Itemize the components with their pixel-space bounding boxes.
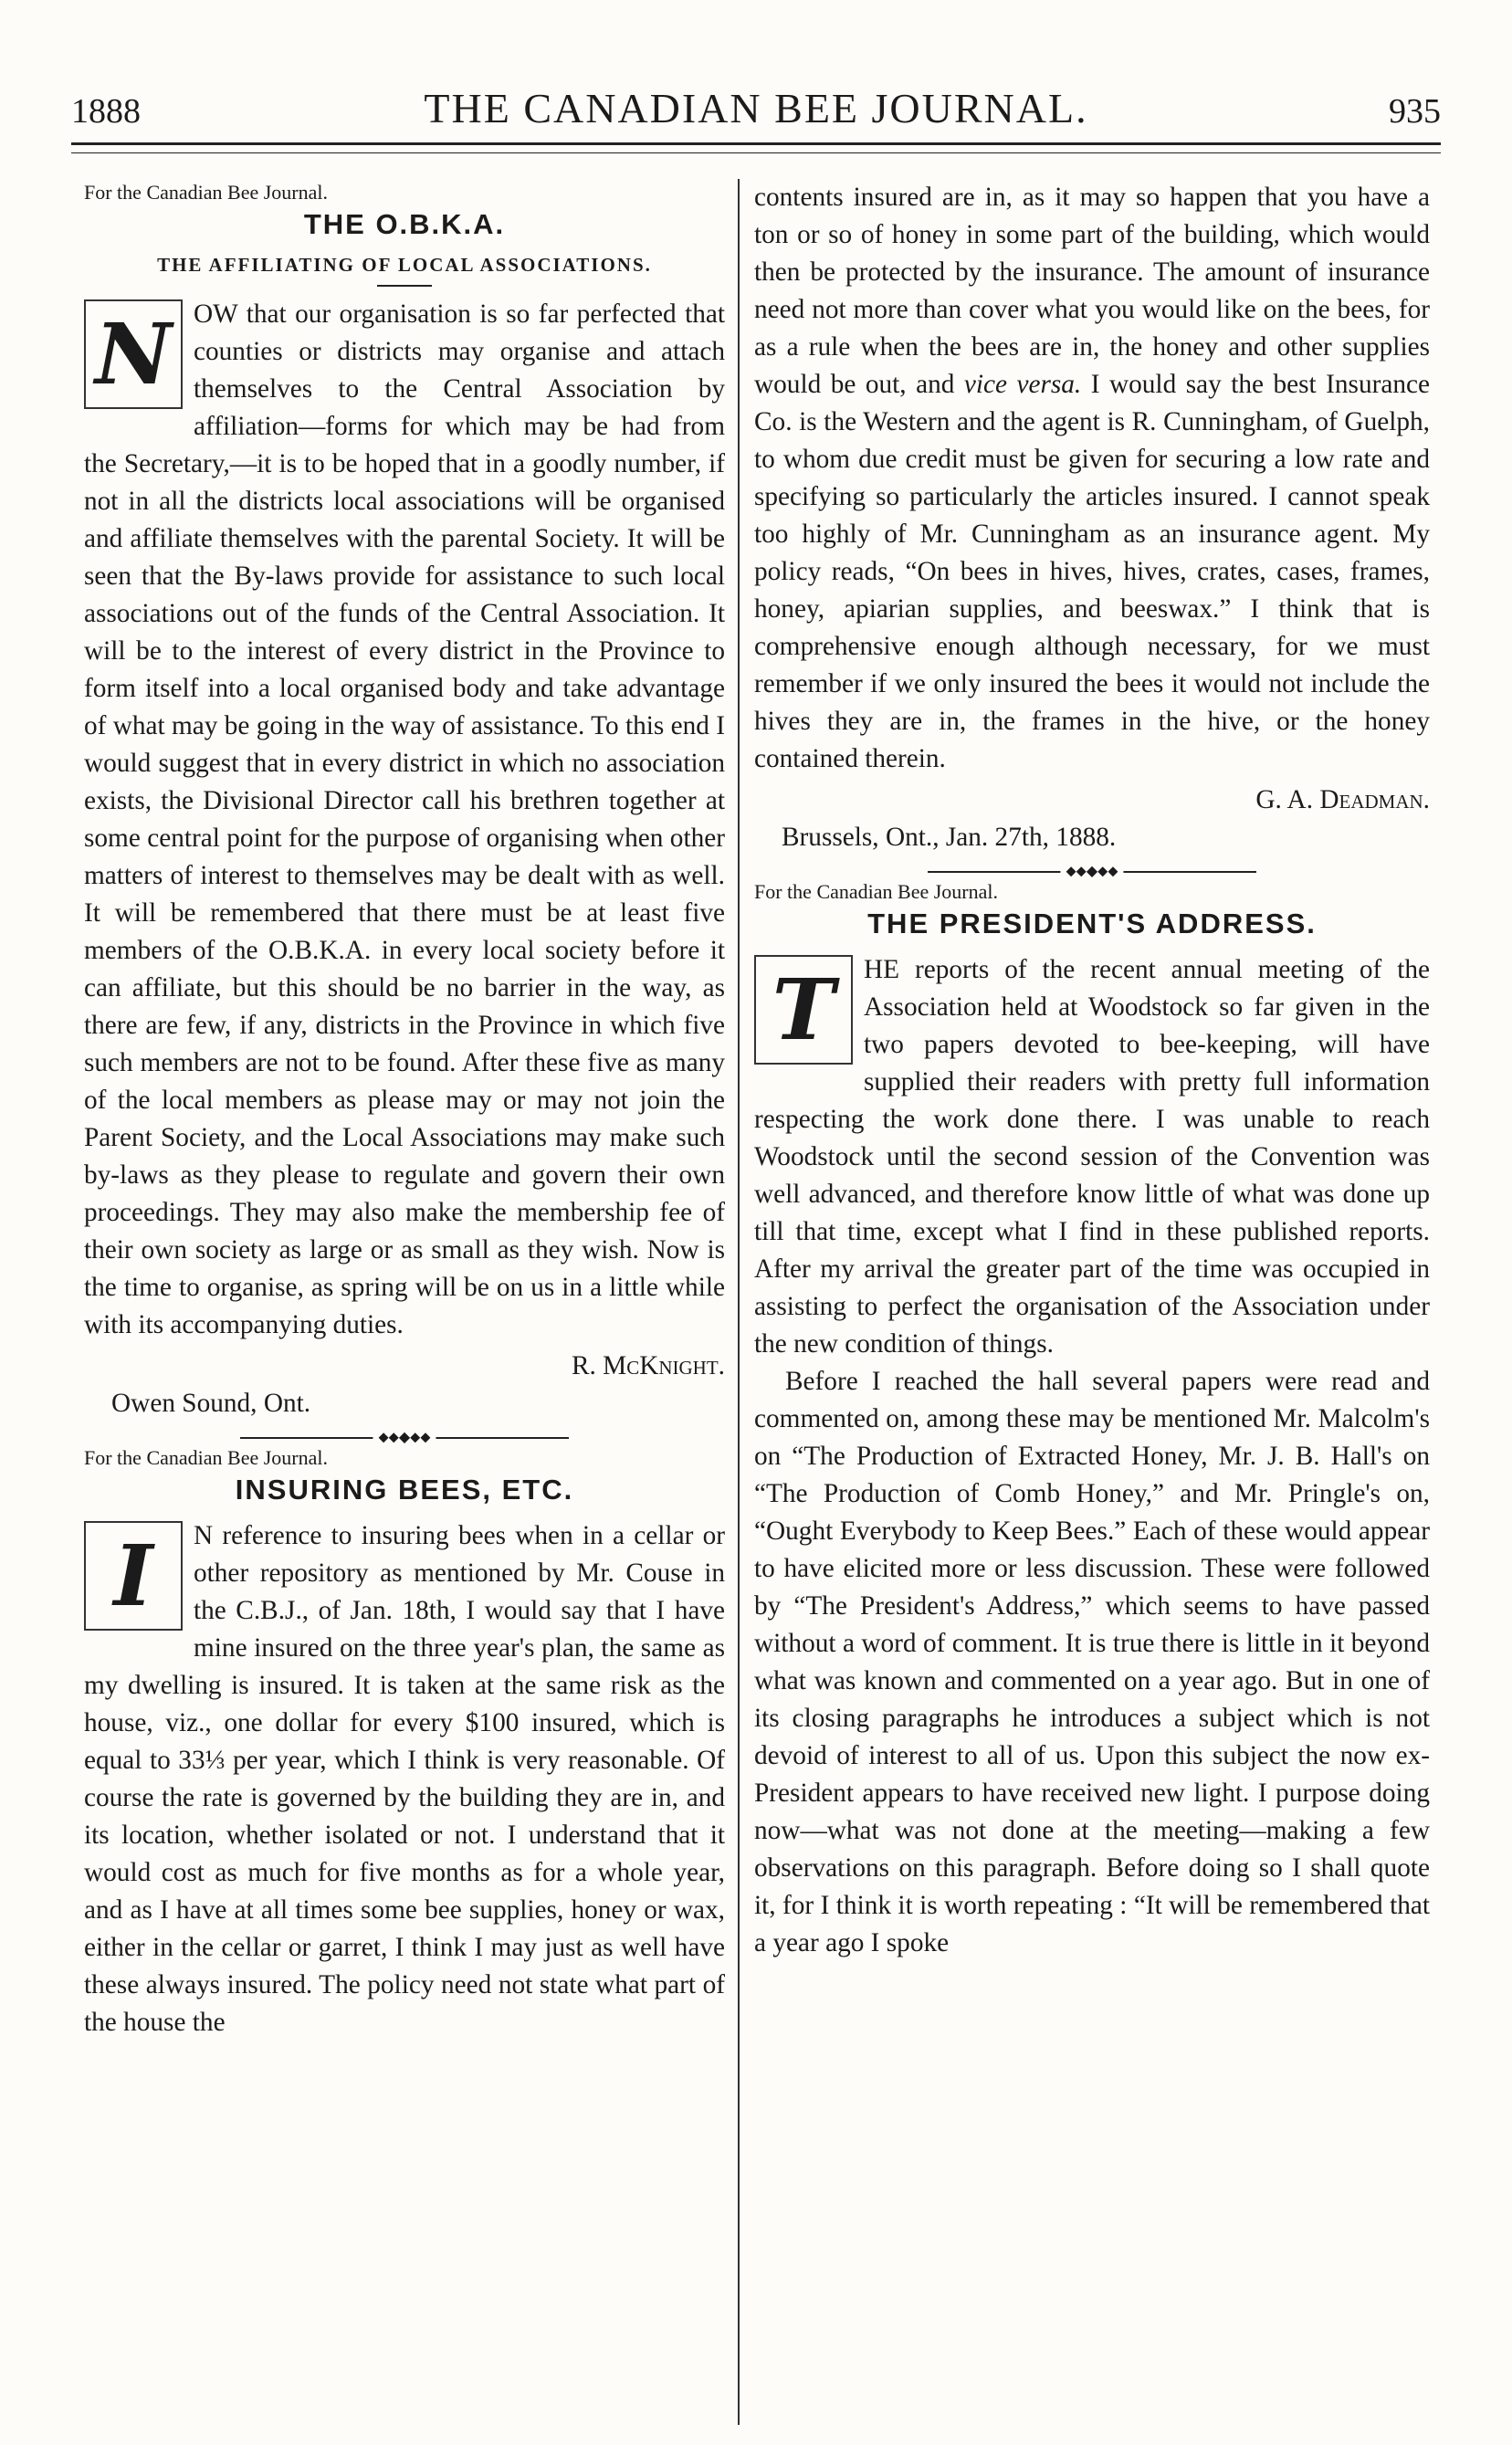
ornament-rule (240, 1430, 569, 1445)
column-divider (738, 179, 740, 2425)
article-body (84, 296, 725, 1344)
ornament-glyph: ⬥⬥◆⬥⬥ (373, 1429, 436, 1447)
author-place: Owen Sound, Ont. (111, 1389, 311, 1418)
right-column (754, 179, 1430, 1962)
article-text: N reference to insuring bees when in a cellar or other repository as mentioned by Mr. Couse in the C.B.J., of Jan. 18th, I would say that I have mine insured on the three year's plan, the same as my dwelling is insured. It is taken at the same risk as the house, viz., one dollar for every $100 insured, which is equal to 33⅓ per year, which I think is very reasonable. Of course the rate is governed by the building they are in, and its location, whether isolated or not. I understand that it would cost as much for five months as for a whole year, and as I have at all times some bee supplies, honey or wax, either in the cellar or garret, I think I may just as well have these always insured. The policy need not state what part of the house the (84, 1521, 725, 2037)
continued-text-a: contents insured are in, as it may so happen that you have a ton or so of honey in some part of the building, which would then be protected by the insurance. The amount of insurance need not more than cover what you would like on the bees, for as a rule when the bees are in, the honey and other supplies would be out, and (754, 183, 1430, 399)
article-paragraph-1: HE reports of the recent annual meeting of the Association held at Woodstock so far given in the two papers devoted to bee-keeping, will have supplied their readers with pretty full information respecting the work done there. I was unable to reach Woodstock until the second session of the Convention was well advanced, and therefore know little of what was done up till that time, except what I find in these published reports. After my arrival the greater part of the time was occupied in assisting to perfect the organisation of the Association under the new condition of things. (754, 955, 1430, 1359)
continued-text (754, 179, 1430, 778)
article-body (754, 951, 1430, 1363)
article-paragraph-2: Before I reached the hall several papers were read and commented on, among these may be mentioned Mr. Malcolm's on “The Production of Extracted Honey, Mr. J. B. Hall's on “The Production of Comb Honey,” and Mr. Pringle's on, “Ought Everybody to Keep Bees.” Each of these would appear to have elicited more or less discussion. These were followed by “The President's Address,” which seems to have passed without a word of comment. It is true there is little in it beyond what was known and commented on a year ago. But in one of its closing paragraphs he introduces a subject which is not devoid of interest to all of us. Upon this subject the now ex-President appears to have received new light. I purpose doing now—what was not done at the meeting—making a few observations on this paragraph. Before doing so I shall quote it, for I think it is worth repeating : “It will be remembered that a year ago I spoke (754, 1367, 1430, 1957)
page-number: 935 (1389, 92, 1441, 131)
article-presidents-address (754, 878, 1430, 1962)
dropcap-letter: I (84, 1521, 183, 1631)
author-signature: G. A. Deadman. (1255, 785, 1430, 814)
left-column (84, 179, 725, 2041)
ornament-glyph: ⬥⬥◆⬥⬥ (1060, 863, 1123, 881)
for-line: For the Canadian Bee Journal. (84, 1446, 328, 1469)
author-place-date: Brussels, Ont., Jan. 27th, 1888. (782, 823, 1117, 852)
article-text: OW that our organisation is so far perfected that counties or districts may organise and attach themselves to the Central Association by affiliation—forms for which may be had from the Secretary,—it is to be hoped that in a goodly number, if not in all the districts local associations will be organised and affiliate themselves with the parental Society. It will be seen that the By-laws provide for assistance to such local associations out of the funds of the Central Association. It will be to the interest of every district in the Province to form itself into a local organised body and take advantage of what may be going in the way of assistance. To this end I would suggest that in every district in which no association exists, the Divisional Director call his brethren together at some central point for the purpose of organising when other matters of interest to themselves may be dealt with as well. It will be remembered that there must be at least five members of the O.B.K.A. in every local society before it can affiliate, but this should be no barrier in the way, as there are few, if any, districts in the Province in which five such members are not to be found. After these five as many of the local members as please may or may not join the Parent Society, and the Local Associations may make such by-laws as they please to regulate and govern their own proceedings. They may also make the membership fee of their own society as large or as small as they wish. Now is the time to organise, as spring will be on us in a little while with its accompanying duties. (84, 299, 726, 1339)
header-rule (71, 142, 1441, 153)
article-title: INSURING BEES, ETC. (235, 1474, 574, 1506)
vice-versa: vice versa. (963, 370, 1082, 399)
article-title: THE O.B.K.A. (303, 208, 506, 240)
journal-title: THE CANADIAN BEE JOURNAL. (424, 85, 1088, 131)
dropcap-letter: T (754, 955, 853, 1065)
article-body (84, 1517, 725, 2041)
for-line: For the Canadian Bee Journal. (754, 880, 998, 903)
article-subtitle: THE AFFILIATING OF LOCAL ASSOCIATIONS. (157, 254, 652, 276)
author-signature: R. McKnight. (571, 1351, 725, 1380)
short-rule (377, 285, 432, 287)
article-title: THE PRESIDENT'S ADDRESS. (867, 908, 1317, 939)
article-obka (84, 179, 725, 1422)
dropcap-letter: N (84, 299, 183, 409)
continued-text-b: I would say the best Insurance Co. is the Western and the agent is R. Cunningham, of Guelph, to whom due credit must be given for securing a low rate and specifying so particularly the articles insured. I cannot speak too highly of Mr. Cunningham as an insurance agent. My policy reads, “On bees in hives, hives, crates, cases, frames, honey, apiarian supplies, and beeswax.” I think that is comprehensive enough although necessary, for we must remember if we only insured the bees it would not include the hives they are in, the frames in the hive, or the honey contained therein. (754, 370, 1431, 773)
for-line: For the Canadian Bee Journal. (84, 181, 328, 204)
article-insuring-bees (84, 1444, 725, 2041)
header-year: 1888 (71, 92, 141, 131)
running-head (71, 84, 1441, 139)
ornament-rule (928, 864, 1256, 879)
